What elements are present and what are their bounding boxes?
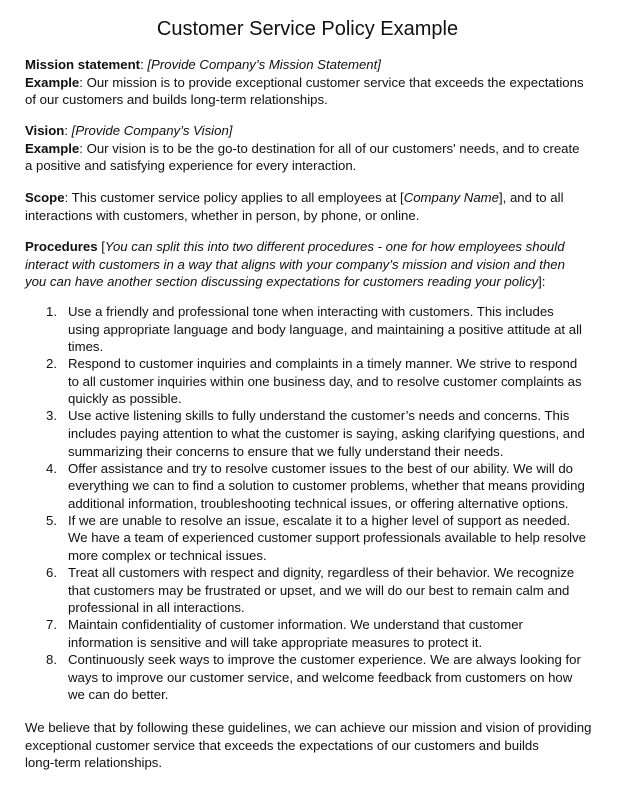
list-item: [25, 564, 590, 616]
list-item-line: that customers may be frustrated or upset, and we will do our best to remain calm and: [68, 582, 570, 598]
vision-label: Vision: [25, 123, 65, 138]
list-item-number: 1.: [46, 304, 57, 319]
scope-text: ], and to all: [498, 190, 564, 205]
mission-example-colon: :: [79, 74, 87, 90]
closing-line: long-term relationships.: [25, 755, 163, 771]
list-item-text: [68, 460, 590, 513]
vision-example-label: Example: [25, 140, 80, 156]
list-item-line: If we are unable to resolve an issue, escalate it to a higher level of support as needed.: [68, 512, 571, 528]
procedures-note: you can have another section discussing expectations for customers reading your policy: [25, 274, 539, 290]
list-item-number: 2.: [46, 356, 57, 372]
scope-text: interactions with customers, whether in person, by phone, or online.: [25, 207, 420, 223]
vision-colon: :: [64, 123, 72, 138]
mission-colon: :: [140, 57, 148, 72]
procedures-section: [25, 238, 590, 291]
scope-label: Scope: [25, 190, 65, 205]
list-item-text: [68, 355, 590, 408]
list-item-line: Offer assistance and try to resolve customer issues to the best of our ability. We will do: [68, 460, 574, 476]
mission-example-text: Our mission is to provide exceptional customer service that exceeds the expectations: [86, 74, 584, 90]
list-item-number: 4.: [46, 460, 57, 476]
list-item-line: We have a team of experienced customer support professionals available to help resolve: [68, 530, 587, 546]
list-item-text: [68, 407, 590, 460]
list-item-text: [68, 303, 590, 356]
vision-section: [25, 122, 590, 175]
list-item-line: Use a friendly and professional tone when interacting with customers. This includes: [68, 304, 554, 319]
list-item-line: Use active listening skills to fully understand the customer’s needs and concerns. This: [68, 408, 570, 424]
list-item: [25, 407, 590, 459]
list-item-line: professional in all interactions.: [68, 600, 245, 616]
page-title: Customer Service Policy Example: [156, 18, 459, 40]
mission-heading-line: [25, 56, 590, 74]
mission-label: Mission statement: [25, 57, 141, 72]
list-item: [25, 616, 590, 651]
list-item-text: [68, 616, 590, 651]
company-name-placeholder: Company Name: [403, 190, 499, 205]
closing-line: We believe that by following these guidelines, we can achieve our mission and vision of providing: [25, 720, 592, 735]
list-item-line: Treat all customers with respect and dignity, regardless of their behavior. We recognize: [68, 564, 575, 580]
list-item-number: 7.: [46, 617, 57, 633]
vision-heading-line: [25, 122, 590, 140]
vision-example-line: [25, 140, 590, 158]
list-item: [25, 355, 590, 407]
scope-section: [25, 189, 590, 224]
list-item: [25, 512, 590, 564]
list-item-line: times.: [68, 339, 104, 355]
scope-text: : This customer service policy applies to all employees at [: [64, 190, 404, 205]
list-item-number: 6.: [46, 564, 57, 580]
list-item-line: Respond to customer inquiries and complaints in a timely manner. We strive to respond: [68, 356, 578, 372]
list-item-line: to all customer inquiries within one business day, and to resolve customer complaints as: [68, 373, 582, 389]
mission-placeholder: [Provide Company’s Mission Statement]: [147, 57, 381, 72]
procedures-bracket-close: ]:: [538, 274, 546, 290]
list-item-line: using appropriate language and body language, and maintaining a positive attitude at all: [68, 321, 582, 337]
closing-paragraph: [25, 719, 590, 772]
list-item-line: we can do better.: [68, 687, 169, 703]
mission-example-text: of our customers and builds long-term relationships.: [25, 92, 328, 108]
list-item-line: summarizing their concerns to ensure that we fully understand their needs.: [68, 443, 504, 459]
mission-example-label: Example: [25, 74, 80, 90]
vision-example-text: Our vision is to be the go-to destination for all of our customers' needs, and to create: [86, 140, 580, 156]
closing-line: exceptional customer service that exceeds the expectations of our customers and builds: [25, 737, 539, 753]
list-item-line: additional information, troubleshooting technical issues, or offering alternative options.: [68, 495, 569, 511]
list-item-number: 5.: [46, 512, 57, 528]
list-item-line: quickly as possible.: [68, 391, 182, 407]
list-item: [25, 303, 590, 355]
procedures-note-line: [25, 273, 590, 291]
list-item-number: 8.: [46, 652, 57, 668]
vision-placeholder: [Provide Company’s Vision]: [71, 123, 233, 138]
vision-example-text: a positive and satisfying experience for every interaction.: [25, 158, 357, 174]
list-item-text: [68, 651, 590, 704]
list-item: [25, 651, 590, 703]
mission-example-line: [25, 74, 590, 92]
list-item-text: [68, 512, 590, 565]
procedures-heading-line: [25, 238, 590, 256]
procedures-label: Procedures: [25, 239, 98, 254]
list-item-line: more complex or technical issues.: [68, 547, 267, 563]
list-item-line: includes paying attention to what the customer is saying, asking clarifying questions, and: [68, 425, 585, 441]
scope-line: [25, 189, 590, 207]
list-item-line: information is sensitive and will take appropriate measures to protect it.: [68, 634, 483, 650]
list-item-number: 3.: [46, 408, 57, 424]
list-item-line: Continuously seek ways to improve the customer experience. We are always looking for: [68, 652, 581, 668]
list-item-line: Maintain confidentiality of customer information. We understand that customer: [68, 617, 523, 633]
list-item-text: [68, 564, 590, 617]
vision-example-colon: :: [79, 140, 87, 156]
list-item-line: everything we can to find a solution to customer problems, whether that means providing: [68, 478, 585, 494]
list-item: [25, 460, 590, 512]
list-item-line: ways to improve our customer service, and welcome feedback from customers on how: [68, 669, 573, 685]
procedures-note: You can split this into two different procedures - one for how employees should: [104, 239, 565, 254]
procedures-bracket-open: [: [97, 239, 105, 254]
procedures-note: interact with customers in a way that aligns with your company’s mission and vision and then: [25, 256, 565, 272]
procedures-list: [25, 303, 590, 703]
mission-section: [25, 56, 590, 109]
